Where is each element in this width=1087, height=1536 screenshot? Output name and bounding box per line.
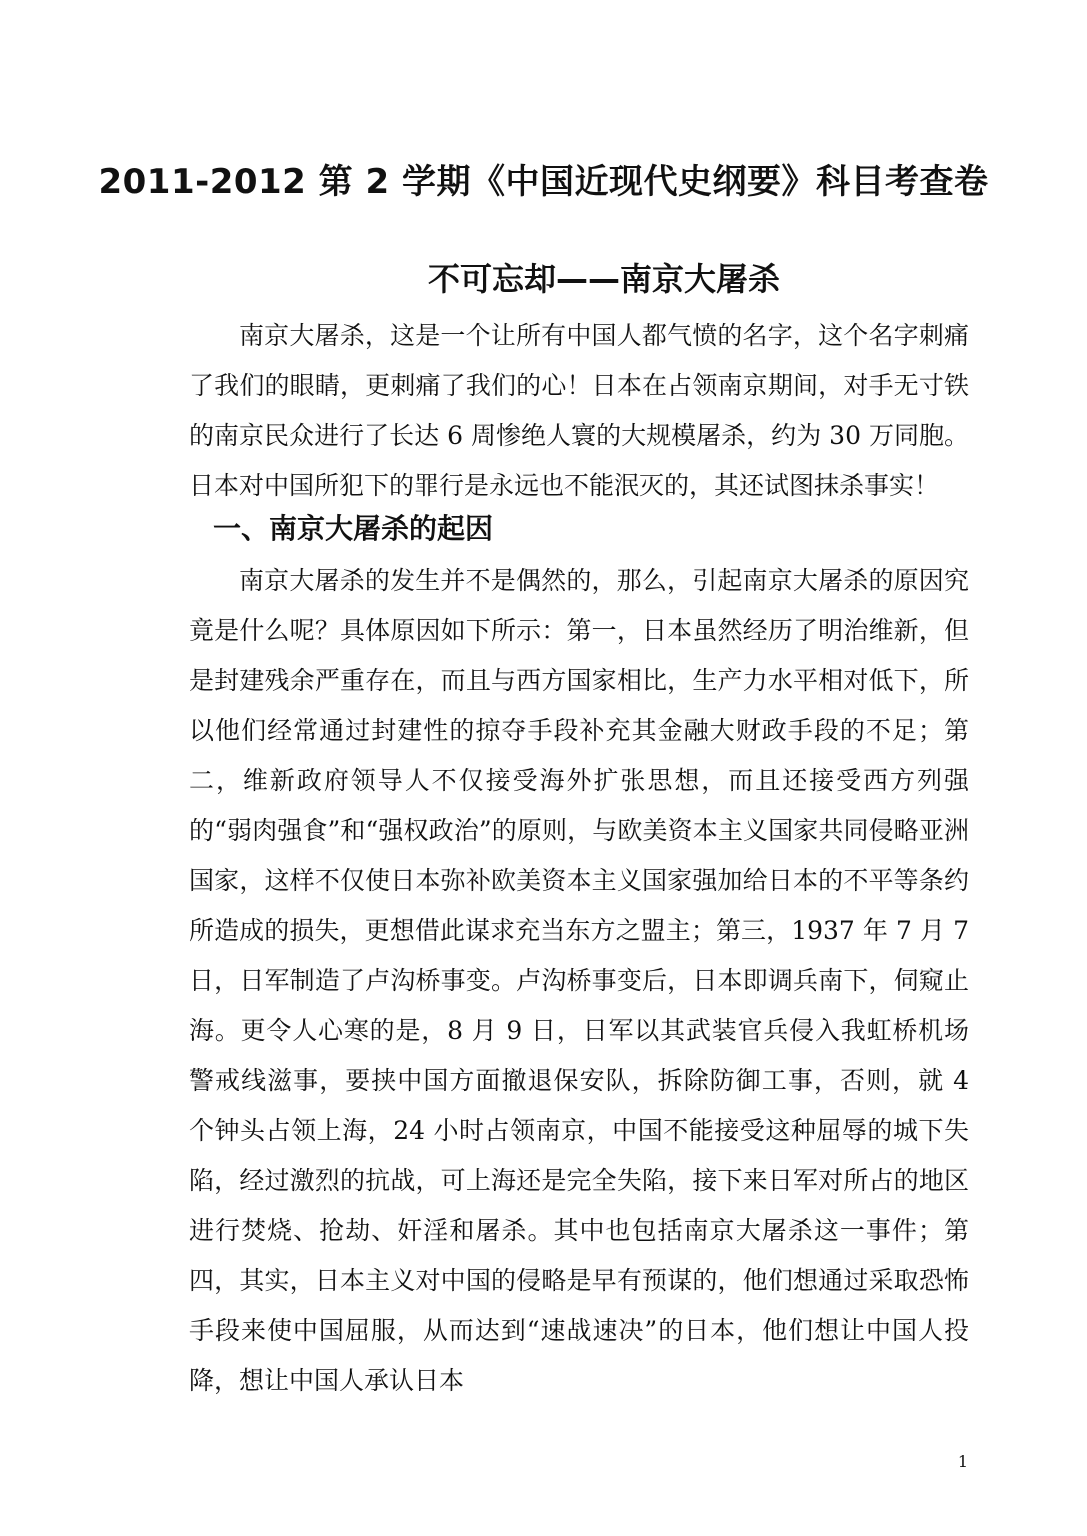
section-heading: 一、南京大屠杀的起因 xyxy=(213,512,494,545)
cause-section xyxy=(189,556,969,1406)
page-number: 1 xyxy=(957,1452,969,1471)
exam-title: 2011-2012 第 2 学期《中国近现代史纲要》科目考查卷 xyxy=(98,162,989,202)
intro-paragraph: 南京大屠杀，这是一个让所有中国人都气愤的名字，这个名字刺痛了我们的眼睛，更刺痛了我们的心！日本在占领南京期间，对手无寸铁的南京民众进行了长达 6 周惨绝人寰的大规模屠杀，约为 30 万同胞。日本对中国所犯下的罪行是永远也不能泯灭的，其还试图抹杀事实！ xyxy=(189,321,969,500)
essay-title: 不可忘却——南京大屠杀 xyxy=(428,260,781,298)
cause-paragraph: 南京大屠杀的发生并不是偶然的，那么，引起南京大屠杀的原因究竟是什么呢？具体原因如下所示：第一，日本虽然经历了明治维新，但是封建残余严重存在，而且与西方国家相比，生产力水平相对低下，所以他们经常通过封建性的掠夺手段补充其金融大财政手段的不足；第二，维新政府领导人不仅接受海外扩张思想，而且还接受西方列强的“弱肉强食”和“强权政治”的原则，与欧美资本主义国家共同侵略亚洲国家，这样不仅使日本弥补欧美资本主义国家强加给日本的不平等条约所造成的损失，更想借此谋求充当东方之盟主；第三，1937 年 7 月 7 日，日军制造了卢沟桥事变。卢沟桥事变后，日本即调兵南下，伺窥止海。更令人心寒的是，8 月 9 日，日军以其武装官兵侵入我虹桥机场警戒线滋事，要挟中国方面撤退保安队，拆除防御工事，否则，就 4 个钟头占领上海，24 小时占领南京，中国不能接受这种屈辱的城下失陷，经过激烈的抗战，可上海还是完全失陷，接下来日军对所占的地区进行焚烧、抢劫、奸淫和屠杀。其中也包括南京大屠杀这一事件；第四，其实，日本主义对中国的侵略是早有预谋的，他们想通过采取恐怖手段来使中国屈服，从而达到“速战速决”的日本，他们想让中国人投降，想让中国人承认日本 xyxy=(189,566,969,1395)
intro-section xyxy=(189,311,969,511)
